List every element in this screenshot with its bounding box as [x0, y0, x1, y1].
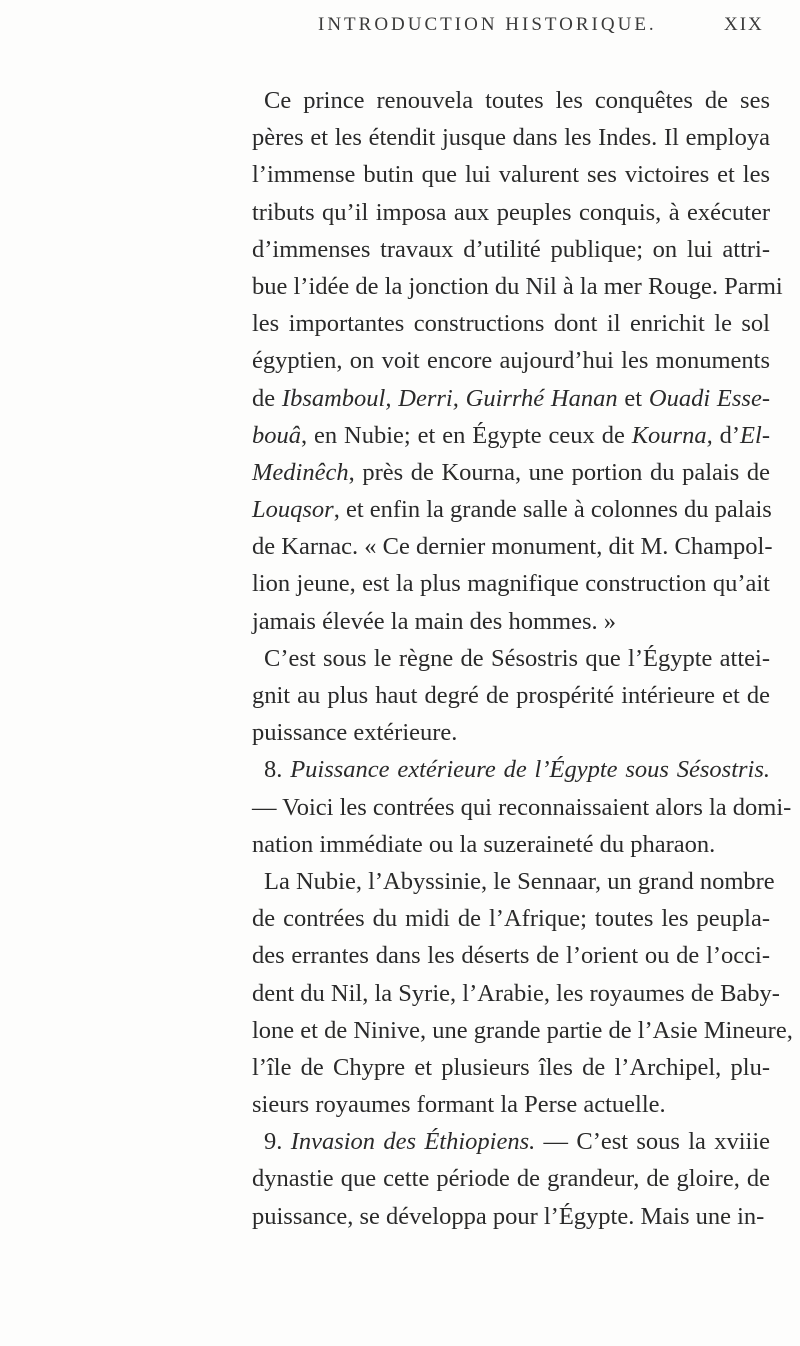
- text-line: [252, 119, 770, 156]
- text-line: [252, 1160, 770, 1197]
- text-line: [252, 900, 770, 937]
- text-line: [252, 640, 770, 677]
- text-run: gnit au plus haut degré de prospérité intérieure et de: [252, 682, 770, 709]
- text-line: [252, 1123, 770, 1160]
- body-text: [252, 82, 793, 1235]
- text-run: 8.: [264, 756, 291, 784]
- text-run: de: [252, 384, 282, 412]
- paragraph: [252, 1123, 770, 1235]
- text-run: bue l’idée de la jonction du Nil à la mer Rouge. Parmi: [252, 272, 783, 300]
- text-line: [252, 565, 770, 602]
- italic-text: Puissance extérieure de l’Égypte sous Sésostris.: [290, 756, 770, 784]
- text-run: de contrées du midi de l’Afrique; toutes les peupla-: [252, 905, 770, 933]
- text-line: [252, 194, 770, 231]
- italic-text: Louqsor: [252, 496, 334, 524]
- italic-text: Ibsamboul, Derri, Guirrhé Hanan: [281, 384, 618, 412]
- text-run: l’immense butin que lui valurent ses victoires et les: [252, 161, 770, 189]
- text-line: [252, 380, 770, 417]
- text-run: , en Nubie; et en Égypte ceux de: [301, 421, 632, 449]
- paragraph: [252, 863, 793, 1123]
- text-run: dynastie que cette période de grandeur, de gloire, de: [252, 1165, 770, 1193]
- text-line: [252, 528, 773, 565]
- text-run: — C’est sous la xviiie: [535, 1128, 771, 1156]
- text-line: [252, 268, 783, 305]
- text-line: [252, 677, 770, 714]
- text-run: puissance extérieure.: [252, 719, 458, 747]
- text-run: de Karnac. « Ce dernier monument, dit M. Champol-: [252, 533, 773, 561]
- text-run: lion jeune, est la plus magnifique construction qu’ait: [252, 570, 770, 598]
- text-line: [252, 863, 775, 900]
- text-line: [252, 751, 770, 788]
- text-run: l’île de Chypre et plusieurs îles de l’Archipel, plu-: [252, 1053, 770, 1081]
- text-run: d’: [712, 421, 741, 449]
- text-line: [252, 975, 780, 1012]
- text-line: [252, 454, 770, 491]
- text-run: jamais élevée la main des hommes. »: [252, 607, 616, 635]
- text-run: C’est sous le règne de Sésostris que l’Égypte attei-: [264, 644, 770, 672]
- text-run: dent du Nil, la Syrie, l’Arabie, les royaumes de Baby-: [252, 979, 780, 1007]
- text-run: égyptien, on voit encore aujourd’hui les monuments: [252, 347, 770, 375]
- text-run: — Voici les contrées qui reconnaissaient alors la domi-: [252, 793, 792, 821]
- paragraph: [252, 751, 792, 863]
- text-line: [252, 1086, 770, 1123]
- text-line: [252, 1198, 770, 1235]
- text-run: pères et les étendit jusque dans les Indes. Il employa: [252, 124, 770, 152]
- text-line: [252, 1049, 770, 1086]
- text-run: 9.: [264, 1128, 291, 1156]
- italic-text: Kourna,: [631, 421, 713, 449]
- text-line: [252, 417, 770, 454]
- text-run: des errantes dans les déserts de l’orient ou de l’occi-: [252, 942, 770, 970]
- italic-text: Invasion des Éthiopiens.: [290, 1128, 536, 1156]
- text-line: [252, 231, 770, 268]
- text-run: sieurs royaumes formant la Perse actuelle.: [252, 1091, 666, 1119]
- paragraph: [252, 82, 783, 640]
- text-run: d’immenses travaux d’utilité publique; on lui attri-: [252, 235, 770, 263]
- italic-text: bouâ: [252, 421, 301, 449]
- text-line: [252, 305, 770, 342]
- text-line: [252, 937, 770, 974]
- text-line: [252, 342, 770, 379]
- paragraph: [252, 640, 770, 752]
- text-run: lone et de Ninive, une grande partie de l’Asie Mineure,: [252, 1016, 793, 1044]
- italic-text: Medinêch: [252, 458, 349, 486]
- text-line: [252, 789, 792, 826]
- text-line: [252, 603, 770, 640]
- running-head: [0, 8, 800, 48]
- page-number: XIX: [724, 14, 764, 35]
- text-run: Ce prince renouvela toutes les conquêtes de ses: [264, 87, 770, 114]
- italic-text: El-: [740, 421, 770, 449]
- text-run: les importantes constructions dont il enrichit le sol: [252, 310, 770, 338]
- text-line: [252, 156, 770, 193]
- text-run: , et enfin la grande salle à colonnes du palais: [333, 496, 772, 524]
- text-run: La Nubie, l’Abyssinie, le Sennaar, un grand nombre: [264, 867, 775, 895]
- text-run: tributs qu’il imposa aux peuples conquis, à exécuter: [252, 198, 770, 226]
- text-line: [252, 714, 770, 751]
- text-line: [252, 1012, 793, 1049]
- italic-text: Ouadi Esse-: [648, 384, 770, 412]
- text-run: et: [617, 384, 649, 412]
- running-title: INTRODUCTION HISTORIQUE.: [318, 14, 657, 35]
- text-line: [252, 826, 770, 863]
- text-run: nation immédiate ou la suzeraineté du pharaon.: [252, 830, 716, 858]
- text-line: [252, 491, 770, 528]
- text-run: puissance, se développa pour l’Égypte. Mais une in-: [252, 1202, 765, 1230]
- text-line: [252, 82, 770, 119]
- text-run: , près de Kourna, une portion du palais de: [348, 458, 770, 486]
